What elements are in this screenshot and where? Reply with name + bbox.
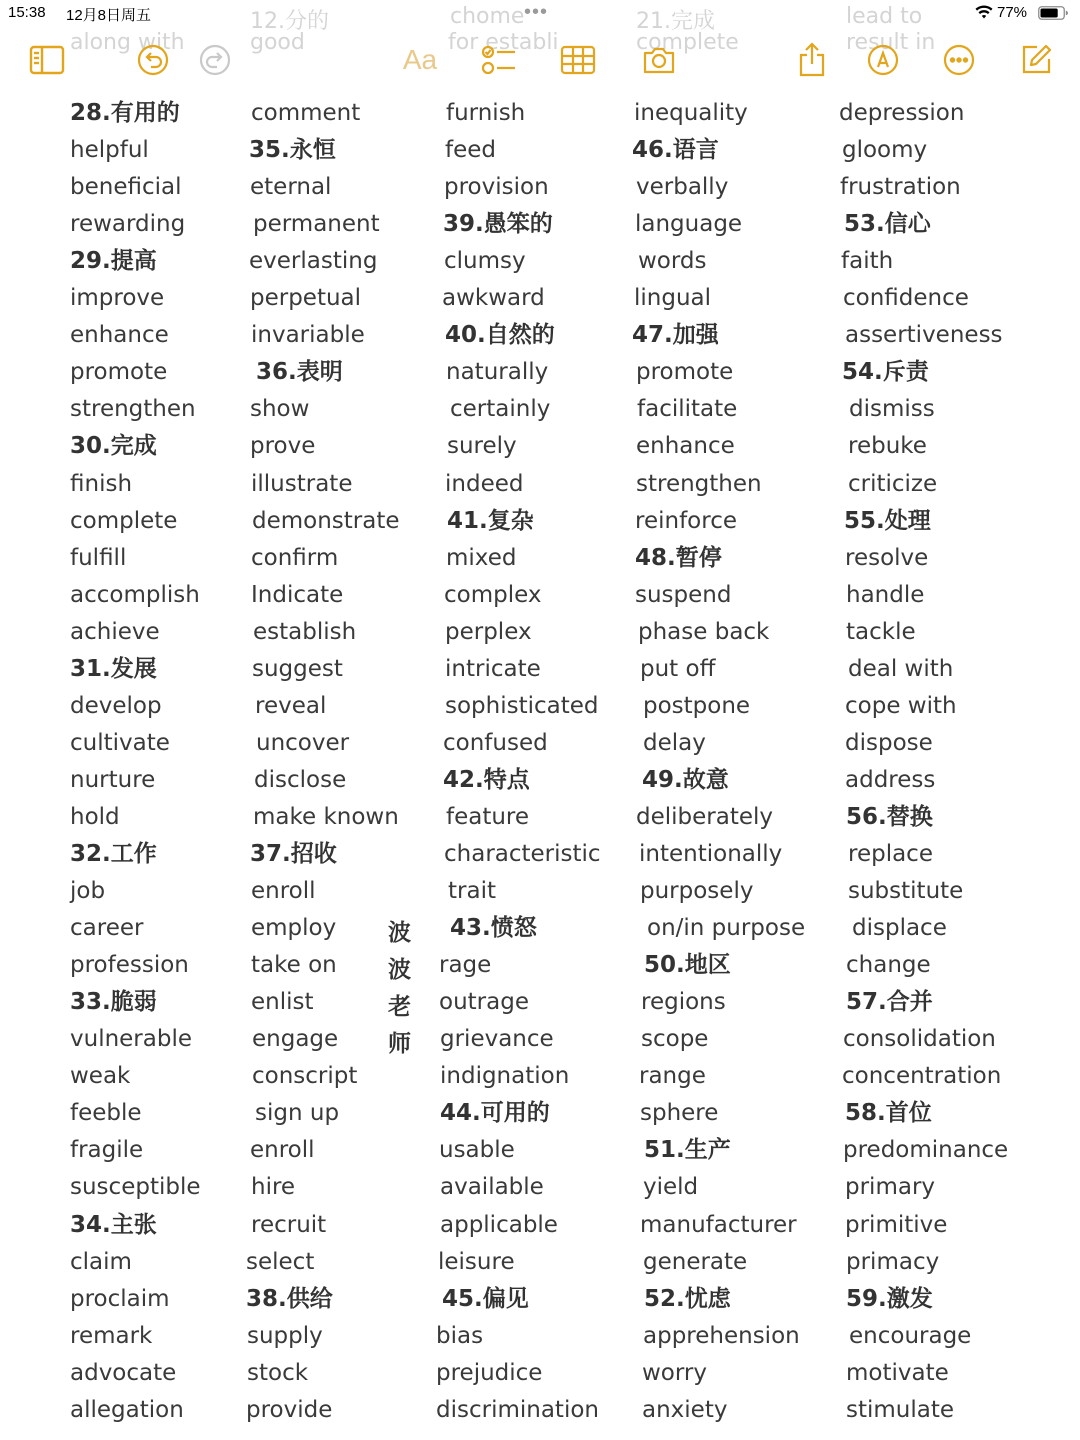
vocab-word: confirm: [251, 545, 339, 571]
ghost-text: good: [250, 30, 305, 55]
more-icon: [943, 44, 975, 76]
vocab-word: promote: [636, 359, 734, 385]
vocab-heading: 39.愚笨的: [443, 211, 553, 237]
vocab-word: characteristic: [444, 841, 601, 867]
vocab-word: delay: [643, 730, 706, 756]
table-button[interactable]: [559, 40, 597, 80]
vocab-word: frustration: [840, 174, 961, 200]
vocab-heading: 55.处理: [844, 508, 931, 534]
vocab-word: feature: [446, 804, 530, 830]
vocab-word: discrimination: [436, 1397, 599, 1423]
vocab-word: deliberately: [636, 804, 774, 830]
vocab-heading: 41.复杂: [447, 508, 534, 534]
vocab-word: perpetual: [250, 285, 362, 311]
vocab-word: uncover: [256, 730, 350, 756]
vocab-word: cultivate: [70, 730, 170, 756]
ghost-text: along with: [70, 30, 185, 55]
vocab-word: apprehension: [643, 1323, 800, 1349]
vocab-word: beneficial: [70, 174, 182, 200]
vocab-word: employ: [251, 915, 337, 941]
vocab-word: achieve: [70, 619, 160, 645]
vocab-word: language: [635, 211, 743, 237]
vocab-word: promote: [70, 359, 168, 385]
vocab-word: primitive: [845, 1212, 948, 1238]
vocab-word: proclaim: [70, 1286, 170, 1312]
camera-icon: [641, 45, 677, 75]
vocab-word: establish: [253, 619, 357, 645]
ghost-text: complete: [636, 30, 739, 55]
vocab-word: indeed: [445, 471, 524, 497]
vocab-word: eternal: [250, 174, 332, 200]
vocab-word: susceptible: [70, 1174, 201, 1200]
battery-percent: 77%: [997, 4, 1028, 21]
vocab-heading: 53.信心: [844, 211, 931, 237]
vocab-word: address: [845, 767, 936, 793]
vocab-word: permanent: [253, 211, 380, 237]
vocab-word: engage: [252, 1026, 339, 1052]
vocab-word: show: [250, 396, 310, 422]
vocab-word: enroll: [250, 1137, 315, 1163]
vocab-word: bias: [436, 1323, 484, 1349]
vocab-word: leisure: [438, 1249, 515, 1275]
vocab-heading: 32.工作: [70, 841, 157, 867]
vocab-word: enhance: [70, 322, 169, 348]
vocab-word: rewarding: [70, 211, 186, 237]
vocab-word: hire: [251, 1174, 296, 1200]
vocab-word: suggest: [252, 656, 343, 682]
vocab-word: profession: [70, 952, 189, 978]
ghost-text: chome: [450, 4, 525, 29]
vocab-heading: 28.有用的: [70, 100, 180, 126]
vocab-word: lingual: [634, 285, 712, 311]
vocab-word: depression: [839, 100, 965, 126]
vocab-word: sophisticated: [445, 693, 599, 719]
vocab-word: gloomy: [842, 137, 928, 163]
vocab-word: confidence: [843, 285, 969, 311]
vocab-word: mixed: [446, 545, 517, 571]
format-button[interactable]: [398, 40, 442, 80]
status-time: 15:38: [8, 4, 46, 21]
vocab-heading: 47.加强: [632, 322, 719, 348]
vocab-word: deal with: [848, 656, 954, 682]
vocab-word: worry: [642, 1360, 708, 1386]
vocab-word: prejudice: [436, 1360, 543, 1386]
compose-icon: [1019, 43, 1053, 77]
redo-icon: [199, 44, 231, 76]
vocab-word: predominance: [843, 1137, 1009, 1163]
vocab-word: prove: [250, 433, 316, 459]
vocab-word: career: [70, 915, 144, 941]
signature-char: 波: [388, 957, 411, 983]
format-icon: Aa: [402, 44, 438, 75]
vocab-word: develop: [70, 693, 162, 719]
checklist-icon: [481, 44, 517, 76]
camera-button[interactable]: [640, 40, 678, 80]
wifi-icon: [974, 2, 994, 22]
vocab-word: claim: [70, 1249, 132, 1275]
vocab-word: suspend: [635, 582, 732, 608]
vocab-word: surely: [447, 433, 517, 459]
ghost-text: result in: [846, 30, 936, 55]
undo-icon: [137, 44, 169, 76]
vocab-heading: 56.替换: [846, 804, 933, 830]
vocab-heading: 57.合并: [846, 989, 933, 1015]
vocab-word: phase back: [638, 619, 770, 645]
vocab-heading: 38.供给: [246, 1286, 333, 1312]
vocab-word: purposely: [640, 878, 754, 904]
vocab-heading: 46.语言: [632, 137, 719, 163]
vocab-word: strengthen: [70, 396, 196, 422]
vocab-word: substitute: [848, 878, 964, 904]
more-button[interactable]: [942, 40, 976, 80]
vocab-word: encourage: [849, 1323, 972, 1349]
vocab-word: faith: [841, 248, 894, 274]
vocab-word: naturally: [446, 359, 549, 385]
vocab-heading: 37.招收: [250, 841, 337, 867]
vocab-word: provide: [246, 1397, 333, 1423]
vocab-word: facilitate: [637, 396, 738, 422]
vocab-heading: 58.首位: [845, 1100, 932, 1126]
vocab-word: job: [70, 878, 106, 904]
vocab-word: indignation: [440, 1063, 570, 1089]
vocab-heading: 33.脆弱: [70, 989, 157, 1015]
vocab-word: handle: [846, 582, 925, 608]
vocab-heading: 43.愤怒: [450, 915, 537, 941]
note-body[interactable]: [0, 98, 1080, 1440]
signature-char: 波: [388, 920, 411, 946]
vocab-heading: 44.可用的: [440, 1100, 550, 1126]
vocab-word: outrage: [439, 989, 529, 1015]
vocab-word: reveal: [255, 693, 327, 719]
ghost-text: lead to: [846, 4, 923, 29]
vocab-heading: 45.偏见: [442, 1286, 529, 1312]
vocab-word: stock: [247, 1360, 309, 1386]
vocab-word: resolve: [845, 545, 929, 571]
vocab-word: allegation: [70, 1397, 184, 1423]
vocab-word: intentionally: [639, 841, 783, 867]
ghost-text: for establi: [448, 30, 559, 55]
vocab-heading: 59.激发: [846, 1286, 933, 1312]
vocab-heading: 29.提高: [70, 248, 157, 274]
vocab-heading: 34.主张: [70, 1212, 157, 1238]
multitasking-dots-icon[interactable]: •••: [524, 1, 549, 23]
vocab-word: invariable: [251, 322, 365, 348]
vocab-word: applicable: [440, 1212, 558, 1238]
vocab-word: perplex: [445, 619, 532, 645]
vocab-heading: 54.斥责: [842, 359, 929, 385]
ghost-text: 21.完成: [636, 9, 715, 34]
vocab-word: rebuke: [848, 433, 927, 459]
vocab-word: verbally: [636, 174, 729, 200]
vocab-heading: 35.永恒: [249, 137, 336, 163]
vocab-word: disclose: [254, 767, 347, 793]
vocab-word: primacy: [846, 1249, 940, 1275]
vocab-word: weak: [70, 1063, 131, 1089]
vocab-word: displace: [852, 915, 947, 941]
vocab-word: words: [638, 248, 707, 274]
vocab-word: stimulate: [846, 1397, 955, 1423]
vocab-word: scope: [641, 1026, 709, 1052]
vocab-word: assertiveness: [845, 322, 1003, 348]
vocab-word: conscript: [252, 1063, 358, 1089]
checklist-button[interactable]: [480, 40, 518, 80]
vocab-word: fulfill: [70, 545, 127, 571]
vocab-word: manufacturer: [640, 1212, 797, 1238]
share-icon: [797, 42, 827, 78]
vocab-word: cope with: [845, 693, 957, 719]
vocab-word: usable: [439, 1137, 515, 1163]
vocab-heading: 30.完成: [70, 433, 157, 459]
vocab-word: put off: [640, 656, 716, 682]
vocab-word: reinforce: [635, 508, 737, 534]
vocab-word: available: [440, 1174, 544, 1200]
vocab-word: inequality: [634, 100, 748, 126]
vocab-word: generate: [643, 1249, 748, 1275]
vocab-heading: 42.特点: [443, 767, 530, 793]
vocab-heading: 31.发展: [70, 656, 157, 682]
vocab-word: trait: [448, 878, 496, 904]
vocab-word: complex: [444, 582, 542, 608]
status-date: 12月8日周五: [66, 7, 152, 24]
sidebar-toggle-button[interactable]: [28, 40, 66, 80]
vocab-word: enlist: [251, 989, 314, 1015]
vocab-word: Indicate: [251, 582, 344, 608]
notes-toolbar: [0, 40, 1080, 84]
vocab-word: supply: [247, 1323, 323, 1349]
vocab-word: provision: [444, 174, 549, 200]
vocab-word: enroll: [251, 878, 316, 904]
vocab-heading: 40.自然的: [445, 322, 555, 348]
vocab-word: dispose: [845, 730, 933, 756]
vocab-word: select: [246, 1249, 315, 1275]
vocab-word: nurture: [70, 767, 156, 793]
vocab-heading: 52.忧虑: [644, 1286, 731, 1312]
vocab-word: change: [846, 952, 931, 978]
share-button[interactable]: [796, 40, 828, 80]
vocab-word: awkward: [442, 285, 545, 311]
vocab-word: enhance: [636, 433, 735, 459]
sidebar-icon: [29, 45, 65, 75]
undo-button[interactable]: [136, 40, 170, 80]
vocab-word: clumsy: [444, 248, 526, 274]
vocab-word: motivate: [846, 1360, 949, 1386]
vocab-word: rage: [439, 952, 492, 978]
vocab-word: make known: [253, 804, 399, 830]
vocab-word: range: [639, 1063, 706, 1089]
vocab-word: improve: [70, 285, 165, 311]
vocab-heading: 36.表明: [256, 359, 343, 385]
vocab-word: vulnerable: [70, 1026, 192, 1052]
vocab-word: accomplish: [70, 582, 200, 608]
vocab-word: criticize: [848, 471, 938, 497]
vocab-word: tackle: [846, 619, 916, 645]
vocab-word: grievance: [440, 1026, 554, 1052]
vocab-word: fragile: [70, 1137, 144, 1163]
vocab-word: postpone: [643, 693, 751, 719]
vocab-word: finish: [70, 471, 133, 497]
vocab-word: on/in purpose: [647, 915, 806, 941]
vocab-word: yield: [643, 1174, 699, 1200]
markup-button[interactable]: [866, 40, 900, 80]
vocab-word: illustrate: [251, 471, 353, 497]
vocab-heading: 51.生产: [644, 1137, 731, 1163]
vocab-word: feeble: [70, 1100, 142, 1126]
signature-char: 师: [388, 1031, 411, 1057]
vocab-word: furnish: [446, 100, 526, 126]
vocab-word: intricate: [445, 656, 541, 682]
vocab-word: complete: [70, 508, 178, 534]
vocab-word: certainly: [450, 396, 551, 422]
vocab-word: comment: [251, 100, 361, 126]
vocab-word: sign up: [255, 1100, 340, 1126]
vocab-word: remark: [70, 1323, 153, 1349]
vocab-heading: 49.故意: [642, 767, 729, 793]
vocab-word: concentration: [842, 1063, 1002, 1089]
vocab-word: helpful: [70, 137, 149, 163]
vocab-word: consolidation: [843, 1026, 996, 1052]
table-icon: [560, 45, 596, 75]
vocab-word: everlasting: [249, 248, 378, 274]
vocab-heading: 48.暂停: [635, 545, 722, 571]
vocab-word: advocate: [70, 1360, 177, 1386]
compose-button[interactable]: [1018, 40, 1054, 80]
battery-icon: [1038, 6, 1068, 20]
vocab-word: primary: [845, 1174, 936, 1200]
vocab-word: strengthen: [636, 471, 762, 497]
markup-icon: [867, 44, 899, 76]
vocab-word: demonstrate: [252, 508, 400, 534]
redo-button[interactable]: [198, 40, 232, 80]
signature-char: 老: [388, 994, 411, 1020]
vocab-word: confused: [443, 730, 548, 756]
vocab-word: take on: [251, 952, 337, 978]
vocab-word: replace: [848, 841, 933, 867]
ghost-text: 12.分的: [250, 9, 329, 34]
vocab-word: recruit: [251, 1212, 327, 1238]
vocab-word: sphere: [640, 1100, 719, 1126]
vocab-word: anxiety: [642, 1397, 728, 1423]
vocab-word: dismiss: [849, 396, 935, 422]
vocab-word: feed: [445, 137, 496, 163]
vocab-word: hold: [70, 804, 120, 830]
vocab-heading: 50.地区: [644, 952, 731, 978]
vocab-word: regions: [641, 989, 726, 1015]
